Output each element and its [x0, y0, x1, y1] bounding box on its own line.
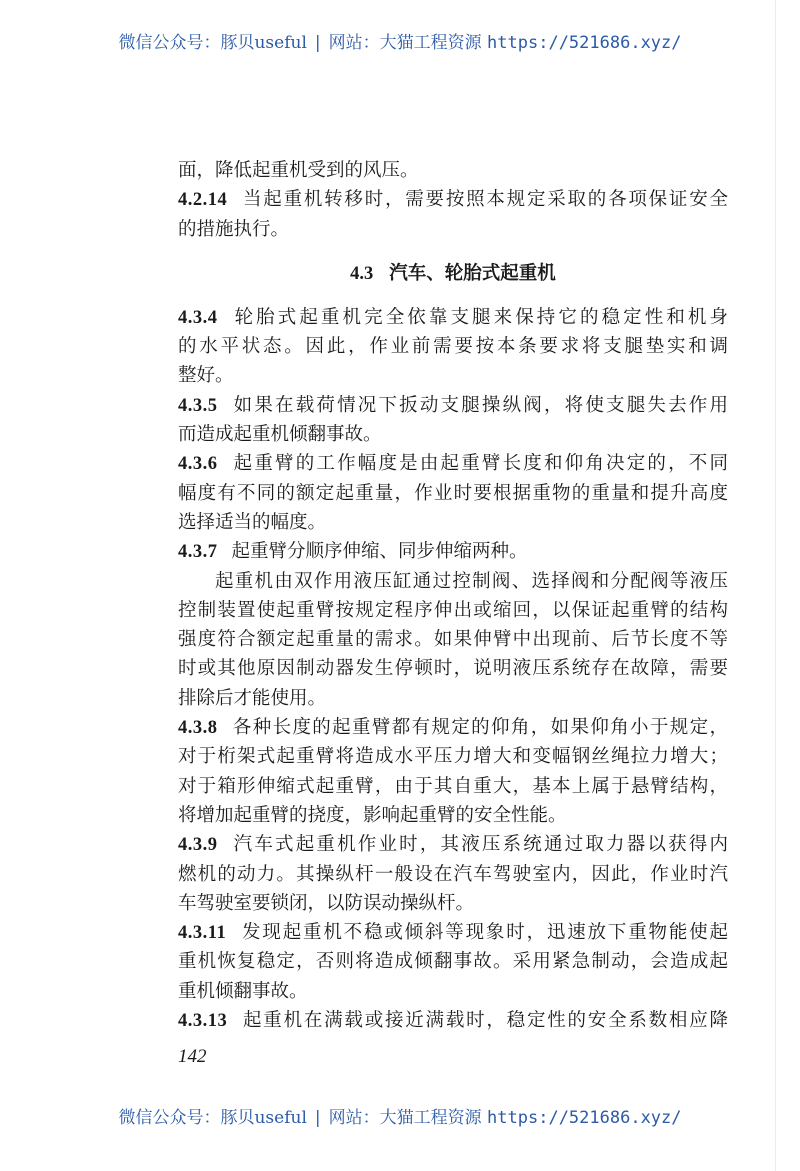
text-line	[178, 830, 728, 859]
section-title: 汽车、轮胎式起重机	[389, 262, 556, 284]
line-text: 时或其他原因制动器发生停顿时，说明液压系统存在故障，需要	[178, 658, 728, 680]
clause-paragraph	[178, 713, 728, 830]
text-line	[178, 303, 728, 332]
watermark-top	[0, 28, 800, 53]
line-text: 如果在载荷情况下扳动支腿操纵阀，将使支腿失去作用	[231, 394, 728, 416]
line-text: 整好。	[178, 365, 234, 387]
line-text: 选择适当的幅度。	[178, 511, 327, 533]
text-line	[178, 185, 728, 214]
clause-paragraph	[178, 567, 728, 713]
line-text: 幅度有不同的额定起重量，作业时要根据重物的重量和提升高度	[178, 482, 728, 504]
line-text: 对于箱形伸缩式起重臂，由于其自重大，基本上属于悬臂结构，	[178, 775, 728, 797]
watermark-url[interactable]: https://521686.xyz/	[487, 1108, 682, 1128]
clause-number: 4.3.5	[178, 395, 218, 416]
clause-paragraph	[178, 918, 728, 1006]
page-number: 142	[178, 1046, 207, 1067]
line-text: 控制装置使起重臂按规定程序伸出或缩回，以保证起重臂的结构	[178, 599, 728, 621]
text-line	[178, 567, 728, 596]
line-text: 重机恢复稳定，否则将造成倾翻事故。采用紧急制动，会造成起	[178, 951, 728, 973]
watermark-separator: |	[314, 33, 321, 53]
line-text: 发现起重机不稳或倾斜等现象时，迅速放下重物能使起	[240, 922, 728, 944]
line-text: 轮胎式起重机完全依靠支腿来保持它的稳定性和机身	[231, 306, 728, 328]
watermark-separator: |	[314, 1108, 321, 1128]
clause-number: 4.3.7	[178, 542, 218, 563]
line-text: 起重机由双作用液压缸通过控制阀、选择阀和分配阀等液压	[215, 570, 728, 592]
section-number: 4.3	[350, 263, 374, 284]
text-line	[178, 713, 728, 742]
line-text: 起重臂分顺序伸缩、同步伸缩两种。	[231, 541, 528, 563]
line-text: 对于桁架式起重臂将造成水平压力增大和变幅钢丝绳拉力增大；	[178, 746, 728, 768]
clause-number: 4.3.11	[178, 923, 227, 944]
text-line	[178, 420, 728, 449]
clause-number: 4.3.9	[178, 835, 218, 856]
text-line	[178, 889, 728, 918]
line-text: 面，降低起重机受到的风压。	[178, 160, 419, 181]
watermark-url[interactable]: https://521686.xyz/	[487, 33, 682, 53]
clause-paragraph	[178, 449, 728, 537]
watermark-site: 网站：大猫工程资源	[328, 1108, 482, 1128]
line-text: 汽车式起重机作业时，其液压系统通过取力器以获得内	[231, 834, 728, 856]
line-text: 起重臂的工作幅度是由起重臂长度和仰角决定的，不同	[231, 453, 728, 475]
clause-number: 4.3.6	[178, 454, 218, 475]
clause-number: 4.2.14	[178, 190, 228, 211]
text-line	[178, 391, 728, 420]
clause-paragraph	[178, 830, 728, 918]
watermark-wechat: 微信公众号：豚贝useful	[118, 1108, 307, 1128]
clause-paragraph	[178, 303, 728, 391]
text-line	[178, 215, 728, 244]
line-text: 起重机在满载或接近满载时，稳定性的安全系数相应降	[241, 1010, 728, 1032]
page-edge	[775, 0, 776, 1171]
line-text: 将增加起重臂的挠度，影响起重臂的安全性能。	[178, 804, 567, 826]
line-text: 重机倾翻事故。	[178, 980, 308, 1002]
watermark-site: 网站：大猫工程资源	[328, 33, 482, 53]
watermark-wechat: 微信公众号：豚贝useful	[118, 33, 307, 53]
line-text: 当起重机转移时，需要按照本规定采取的各项保证安全	[241, 189, 728, 211]
text-line	[178, 977, 728, 1006]
clause-number: 4.3.4	[178, 307, 218, 328]
text-line	[178, 625, 728, 654]
document-body	[178, 156, 728, 1035]
text-line	[178, 1006, 728, 1035]
clause-paragraph	[178, 1006, 728, 1035]
clause-number: 4.3.13	[178, 1011, 228, 1032]
text-line	[178, 860, 728, 889]
line-text: 排除后才能使用。	[178, 687, 327, 709]
text-line	[178, 537, 728, 566]
line-text: 燃机的动力。其操纵杆一般设在汽车驾驶室内，因此，作业时汽	[178, 863, 728, 885]
text-line	[178, 332, 728, 361]
text-line	[178, 449, 728, 478]
text-line	[178, 361, 728, 390]
section-heading	[178, 244, 728, 303]
watermark-bottom	[0, 1103, 800, 1128]
text-line	[178, 596, 728, 625]
clause-paragraph	[178, 185, 728, 244]
text-line	[178, 742, 728, 771]
text-line	[178, 801, 728, 830]
text-line	[178, 772, 728, 801]
line-text: 强度符合额定起重量的需求。如果伸臂中出现前、后节长度不等	[178, 629, 728, 651]
text-line	[178, 654, 728, 683]
text-line	[178, 156, 728, 185]
line-text: 车驾驶室要锁闭，以防误动操纵杆。	[178, 892, 475, 914]
line-text: 各种长度的起重臂都有规定的仰角，如果仰角小于规定，	[231, 717, 728, 739]
line-text: 的水平状态。因此，作业前需要按本条要求将支腿垫实和调	[178, 336, 728, 358]
text-line	[178, 479, 728, 508]
text-line	[178, 684, 728, 713]
line-text: 的措施执行。	[178, 218, 290, 240]
clause-number: 4.3.8	[178, 718, 218, 739]
clause-paragraph	[178, 391, 728, 450]
clause-paragraph	[178, 537, 728, 566]
line-text: 而造成起重机倾翻事故。	[178, 424, 382, 446]
text-line	[178, 918, 728, 947]
clause-paragraph	[178, 156, 728, 185]
text-line	[178, 947, 728, 976]
text-line	[178, 508, 728, 537]
